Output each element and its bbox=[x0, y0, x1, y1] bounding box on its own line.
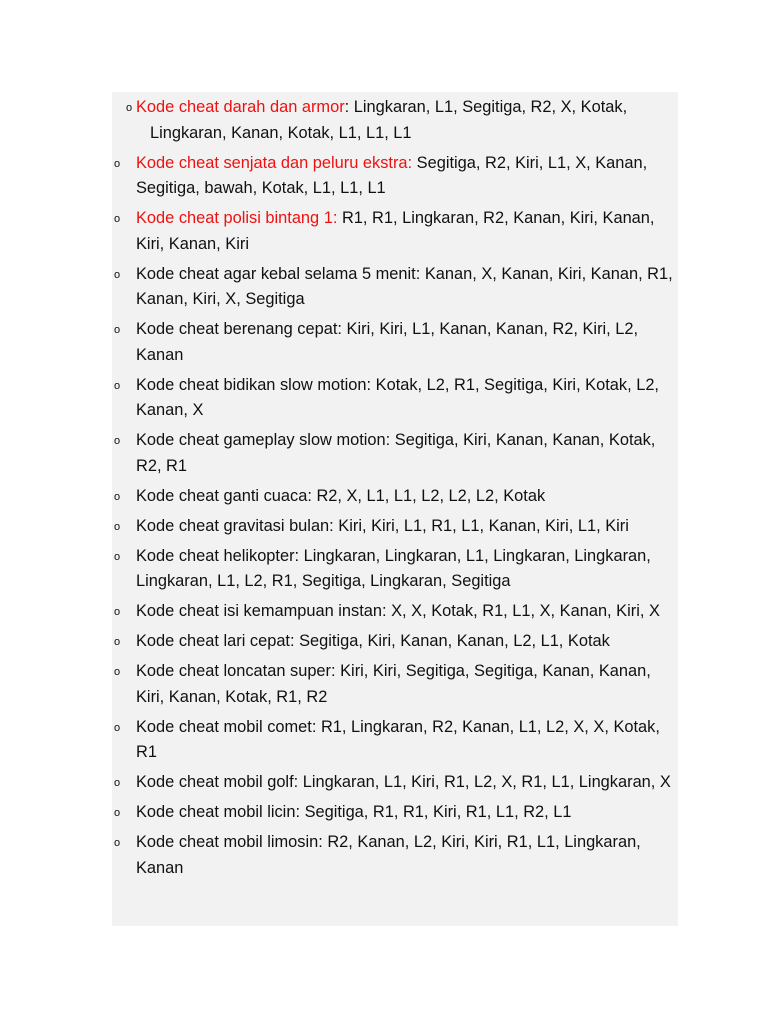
cheat-label: Kode cheat mobil golf: bbox=[136, 773, 299, 791]
list-item bbox=[112, 770, 682, 796]
cheat-codes: Kanan, X, Kanan, Kiri, Kanan, R1, Kanan, Kiri, X, Segitiga bbox=[136, 264, 673, 308]
list-item bbox=[112, 599, 682, 625]
bullet-icon: o bbox=[114, 666, 121, 678]
bullet-icon: o bbox=[114, 379, 121, 392]
cheat-label: Kode cheat gravitasi bulan: bbox=[136, 516, 334, 535]
list-item bbox=[112, 317, 682, 368]
list-item bbox=[112, 830, 682, 881]
cheat-codes: Kiri, Kiri, L1, R1, L1, Kanan, Kiri, L1, Kiri bbox=[338, 516, 629, 535]
cheat-codes: X, X, Kotak, R1, L1, X, Kanan, Kiri, X bbox=[391, 602, 660, 620]
cheat-label: Kode cheat mobil licin: bbox=[136, 803, 300, 821]
list-item bbox=[112, 428, 682, 479]
cheat-codes: Segitiga, Kiri, Kanan, Kanan, Kotak, R2, R1 bbox=[136, 431, 656, 475]
cheat-label: Kode cheat isi kemampuan instan: bbox=[136, 602, 387, 620]
list-item bbox=[112, 514, 682, 540]
cheat-codes: Lingkaran, L1, Kiri, R1, L2, X, R1, L1, Lingkaran, X bbox=[302, 773, 671, 791]
cheat-label: Kode cheat lari cepat: bbox=[136, 632, 295, 650]
bullet-icon: o bbox=[114, 324, 121, 336]
cheat-label: Kode cheat berenang cepat: bbox=[136, 320, 342, 338]
bullet-icon: o bbox=[114, 550, 121, 563]
cheat-label: Kode cheat gameplay slow motion: bbox=[136, 431, 391, 449]
cheat-label: Kode cheat mobil comet: bbox=[136, 717, 317, 736]
list-item bbox=[112, 715, 682, 766]
cheat-codes: Lingkaran, L1, Segitiga, R2, X, Kotak, bbox=[353, 98, 628, 116]
cheat-codes: Segitiga, R2, Kiri, L1, X, Kanan, Segitiga, bawah, Kotak, L1, L1, L1 bbox=[136, 153, 648, 197]
cheat-label: Kode cheat agar kebal selama 5 menit: bbox=[136, 264, 421, 283]
cheat-codes: Segitiga, Kiri, Kanan, Kanan, L2, L1, Kotak bbox=[299, 632, 610, 650]
list-item bbox=[112, 484, 682, 510]
cheat-label: Kode cheat senjata dan peluru ekstra: bbox=[136, 153, 413, 172]
cheat-codes: Kiri, Kiri, Segitiga, Segitiga, Kanan, Kanan, Kiri, Kanan, Kotak, R1, R2 bbox=[136, 662, 651, 706]
cheat-codes-continued: Lingkaran, Kanan, Kotak, L1, L1, L1 bbox=[150, 123, 412, 142]
bullet-icon: o bbox=[114, 490, 121, 503]
cheat-codes: R2, X, L1, L1, L2, L2, L2, Kotak bbox=[316, 486, 546, 505]
bullet-icon: o bbox=[114, 268, 121, 281]
cheat-codes: Lingkaran, Lingkaran, L1, Lingkaran, Lingkaran, Lingkaran, L1, L2, R1, Segitiga, Lingkaran, Segitiga bbox=[136, 546, 651, 590]
bullet-icon: o bbox=[114, 435, 121, 447]
cheat-label: Kode cheat ganti cuaca: bbox=[136, 486, 312, 505]
list-item bbox=[112, 800, 682, 826]
cheat-codes: Kiri, Kiri, L1, Kanan, Kanan, R2, Kiri, L2, Kanan bbox=[136, 320, 639, 364]
list-item bbox=[112, 151, 682, 202]
list-item bbox=[112, 373, 682, 424]
cheat-label: Kode cheat helikopter: bbox=[136, 546, 300, 565]
cheat-codes: R1, R1, Lingkaran, R2, Kanan, Kiri, Kanan, Kiri, Kanan, Kiri bbox=[136, 209, 655, 253]
list-item bbox=[112, 629, 682, 655]
bullet-icon: o bbox=[114, 636, 121, 648]
bullet-icon: o bbox=[114, 721, 121, 734]
bullet-icon: o bbox=[114, 606, 121, 618]
cheat-label: Kode cheat loncatan super: bbox=[136, 662, 336, 680]
bullet-icon: o bbox=[114, 807, 121, 819]
list-item bbox=[112, 659, 682, 710]
list-item: o Kode cheat darah dan armor: Lingkaran, L1, Segitiga, R2, X, Kotak, Lingkaran, Kanan, Kotak, L1, L1, L1 bbox=[112, 95, 682, 146]
list-item bbox=[112, 544, 682, 595]
bullet-icon: o bbox=[114, 837, 121, 849]
bullet-icon: o bbox=[114, 777, 121, 789]
list-item bbox=[112, 206, 682, 257]
cheat-codes: Kotak, L2, R1, Segitiga, Kiri, Kotak, L2, Kanan, X bbox=[136, 375, 659, 419]
cheat-codes: R1, Lingkaran, R2, Kanan, L1, L2, X, X, Kotak, R1 bbox=[136, 717, 660, 761]
cheat-codes: Segitiga, R1, R1, Kiri, R1, L1, R2, L1 bbox=[304, 803, 572, 821]
bullet-icon: o bbox=[114, 520, 121, 533]
bullet-icon: o bbox=[114, 213, 121, 225]
cheat-codes: R2, Kanan, L2, Kiri, Kiri, R1, L1, Lingkaran, Kanan bbox=[136, 833, 641, 877]
cheat-label: Kode cheat polisi bintang 1: bbox=[136, 209, 338, 227]
cheat-label: Kode cheat bidikan slow motion: bbox=[136, 375, 372, 394]
cheat-code-list bbox=[112, 95, 682, 886]
bullet-icon: o bbox=[126, 102, 133, 114]
cheat-label: Kode cheat darah dan armor bbox=[136, 98, 345, 116]
list-item bbox=[112, 262, 682, 313]
cheat-label: Kode cheat mobil limosin: bbox=[136, 833, 323, 851]
bullet-icon: o bbox=[114, 157, 121, 170]
